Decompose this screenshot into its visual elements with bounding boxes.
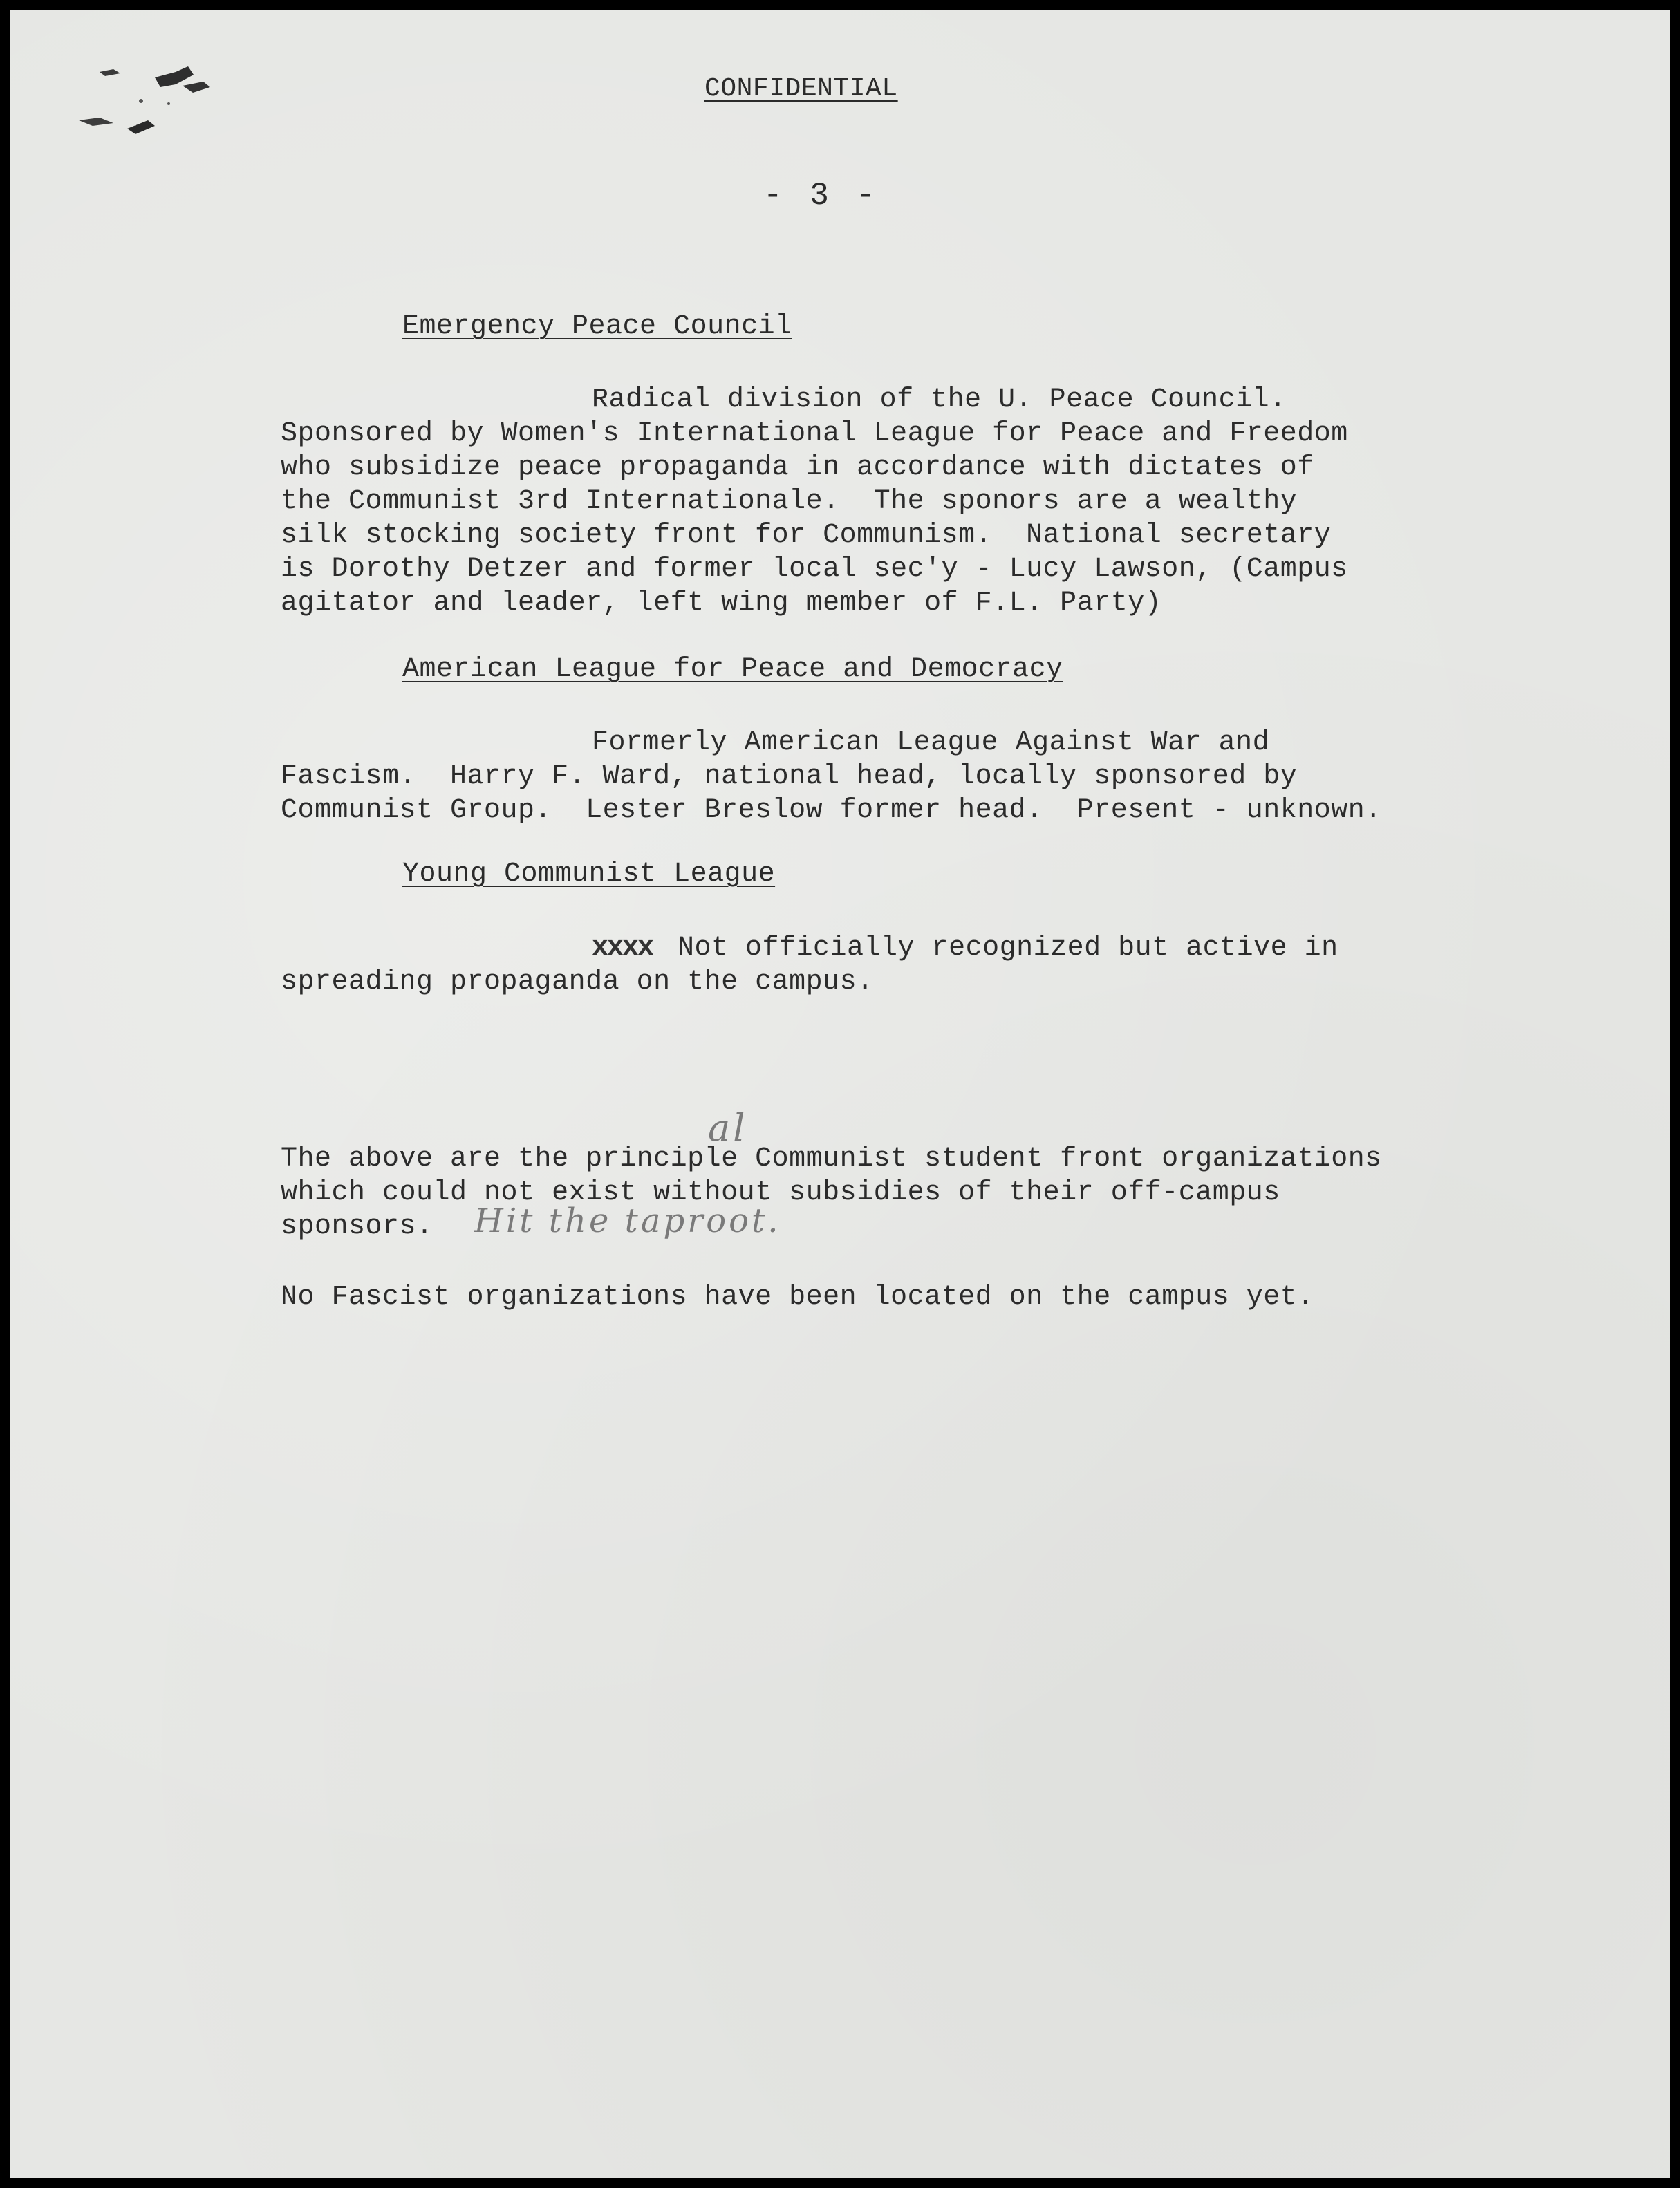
page-number: - 3 - — [763, 178, 880, 214]
struck-out-text: xxxx — [592, 933, 653, 964]
section-heading-emergency-peace-council: Emergency Peace Council — [402, 311, 792, 342]
paragraph-line: agitator and leader, left wing member of F.L. Party) — [281, 588, 1162, 619]
paragraph-line: who subsidize peace propaganda in accordance with dictates of — [281, 452, 1314, 483]
handwritten-correction: al — [708, 1106, 748, 1150]
paragraph-line: Communist Group. Lester Breslow former head. Present - unknown. — [281, 795, 1382, 826]
paragraph-line: Radical division of the U. Peace Council. — [592, 384, 1287, 415]
paragraph-line: spreading propaganda on the campus. — [281, 966, 874, 998]
classification-label: CONFIDENTIAL — [704, 74, 898, 104]
summary-line: sponsors. — [281, 1211, 433, 1242]
paragraph-line: silk stocking society front for Communism. National secretary — [281, 520, 1332, 551]
summary-line: The above are the principle Communist student front organizations — [281, 1143, 1382, 1175]
section-heading-young-communist-league: Young Communist League — [402, 859, 776, 890]
ink-smudge-mark — [72, 51, 231, 141]
summary-line: which could not exist without subsidies of their off-campus — [281, 1177, 1280, 1208]
section-heading-american-league: American League for Peace and Democracy — [402, 654, 1063, 685]
paragraph-line: the Communist 3rd Internationale. The sponors are a wealthy — [281, 486, 1298, 517]
paragraph-line: Sponsored by Women's International League for Peace and Freedom — [281, 418, 1348, 449]
closing-statement: No Fascist organizations have been located on the campus yet. — [281, 1282, 1314, 1313]
handwritten-note: Hit the taproot. — [474, 1201, 781, 1240]
paragraph-line: is Dorothy Detzer and former local sec'y - Lucy Lawson, (Campus — [281, 554, 1348, 585]
paragraph-line: Fascism. Harry F. Ward, national head, locally sponsored by — [281, 761, 1298, 792]
paragraph-line: Formerly American League Against War and — [592, 727, 1270, 758]
paragraph-line: Not officially recognized but active in — [678, 933, 1338, 964]
document-page — [10, 10, 1670, 2178]
